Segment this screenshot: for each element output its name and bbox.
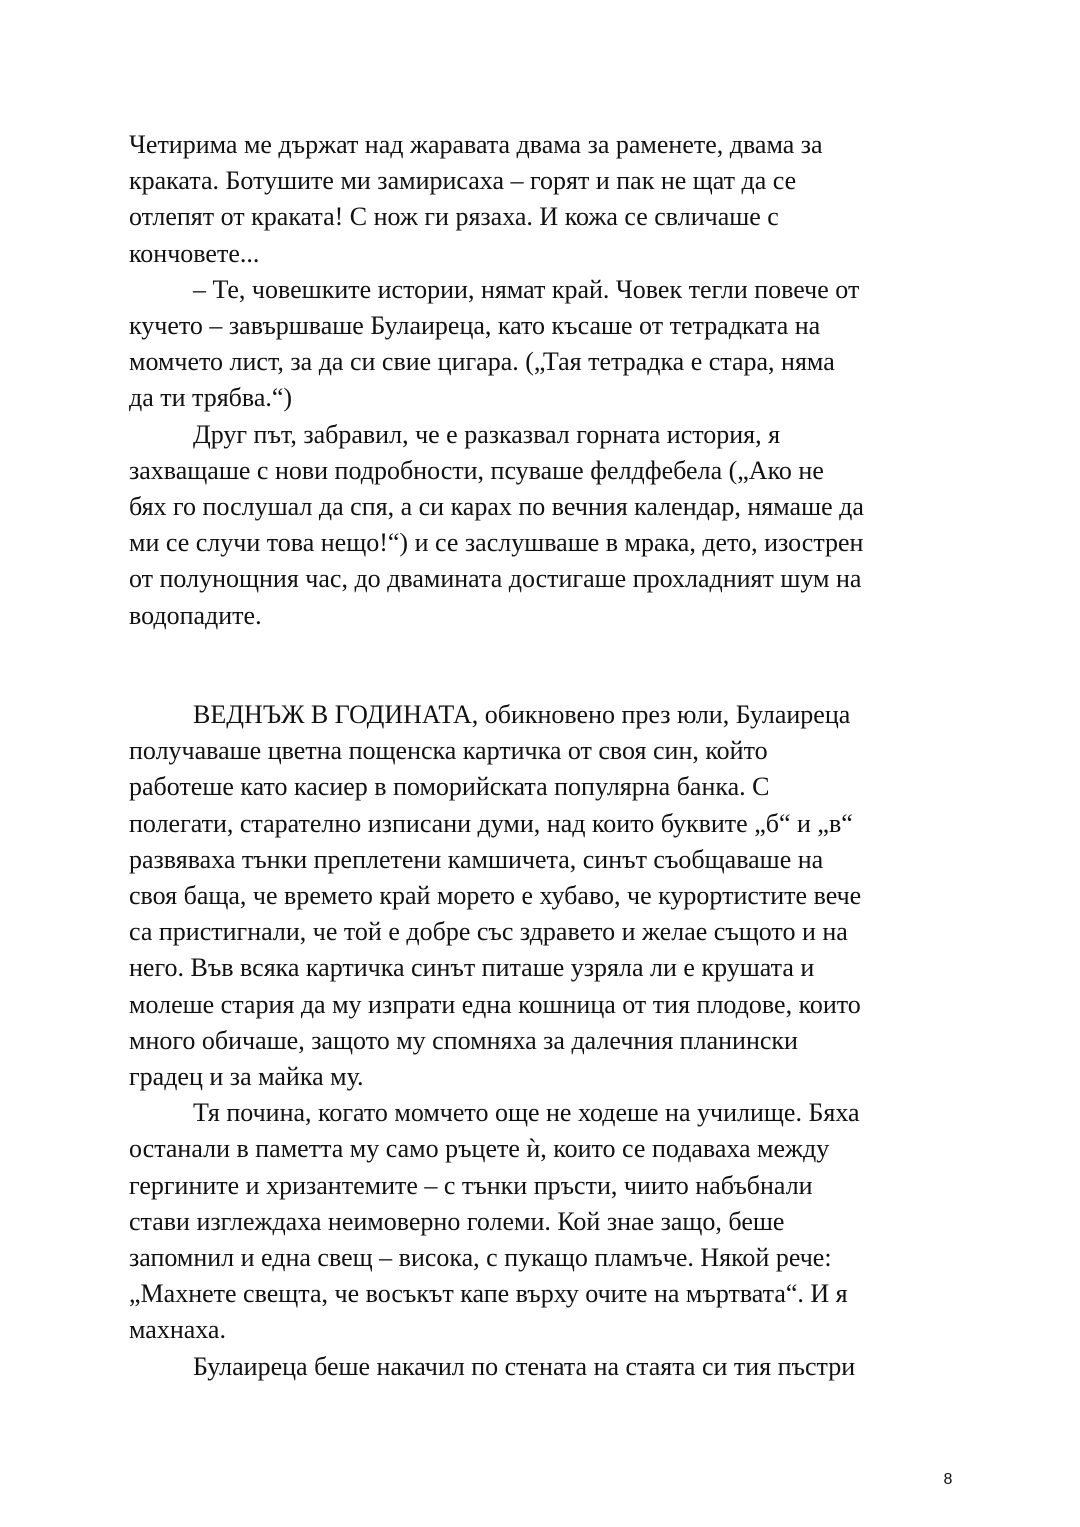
- paragraph: [129, 272, 959, 417]
- text-line: махнаха.: [129, 1315, 226, 1345]
- text-line: отлепят от краката! С нож ги рязаха. И кожа се свличаше с: [129, 202, 779, 232]
- text-line: своя баща, че времето край морето е хубаво, че курортистите вече: [129, 881, 862, 911]
- text-line: развяваха тънки преплетени камшичета, синът съобщаваше на: [129, 844, 824, 874]
- text-line: него. Във всяка картичка синът питаше узряла ли е крушата и: [129, 953, 815, 983]
- text-line: останали в паметта му само ръцете ѝ, които се подаваха между: [129, 1134, 830, 1164]
- text-line: бях го послушал да спя, а си карах по вечния календар, нямаше да: [129, 492, 864, 522]
- text-line: градец и за майка му.: [129, 1062, 364, 1092]
- text-line: – Те, човешките истории, нямат край. Човек тегли повече от: [193, 274, 860, 304]
- text-line: гергините и хризантемите – с тънки пръсти, чиито набъбнали: [129, 1170, 813, 1200]
- text-line: краката. Ботушите ми замирисаха – горят и пак не щат да се: [129, 166, 797, 196]
- text-line: Друг път, забравил, че е разказвал горната история, я: [193, 419, 781, 449]
- text-line: Булаиреца беше накачил по стената на стаята си тия пъстри: [193, 1351, 856, 1381]
- paragraph: [129, 417, 959, 634]
- text-line: момчето лист, за да си свие цигара. („Тая тетрадка е стара, няма: [129, 347, 835, 377]
- text-line: запомнил и една свещ – висока, с пукащо пламъче. Някой рече:: [129, 1243, 832, 1273]
- text-line: от полунощния час, до двамината достигаше прохладният шум на: [129, 564, 862, 594]
- text-line: молеше стария да му изпрати една кошница от тия плодове, които: [129, 989, 861, 1019]
- text-line: полегати, старателно изписани думи, над които буквите „б“ и „в“: [129, 808, 853, 838]
- text-line: много обичаше, защото му спомняха за далечния планински: [129, 1025, 798, 1055]
- paragraph: [129, 697, 959, 1095]
- text-line: кончовете...: [129, 238, 260, 268]
- text-line: ВЕДНЪЖ В ГОДИНАТА, обикновено през юли, Булаиреца: [193, 700, 851, 729]
- text-line: кучето – завършваше Булаиреца, като късаше от тетрадката на: [129, 311, 821, 341]
- paragraph: [129, 127, 959, 272]
- text-line: работеше като касиер в поморийската популярна банка. С: [129, 772, 770, 802]
- text-section-2: [129, 697, 959, 1385]
- text-line: са пристигнали, че той е добре със здравето и желае същото и на: [129, 917, 848, 947]
- text-line: стави изглеждаха неимоверно големи. Кой знае защо, беше: [129, 1206, 785, 1236]
- text-line: ми се случи това нещо!“) и се заслушваше в мрака, дето, изострен: [129, 528, 864, 558]
- page-number: 8: [943, 1471, 953, 1488]
- text-line: водопадите.: [129, 600, 262, 630]
- text-line: Тя почина, когато момчето още не ходеше на училище. Бяха: [193, 1098, 860, 1128]
- text-line: да ти трябва.“): [129, 383, 293, 413]
- text-line: получаваше цветна пощенска картичка от своя син, който: [129, 736, 768, 766]
- text-line: Четирима ме държат над жаравата двама за раменете, двама за: [129, 130, 823, 159]
- text-section-1: [129, 127, 959, 634]
- paragraph: [129, 1095, 959, 1348]
- text-line: „Махнете свещта, че восъкът капе върху очите на мъртвата“. И я: [129, 1279, 848, 1309]
- paragraph: [129, 1349, 959, 1385]
- text-line: захващаше с нови подробности, псуваше фелдфебела („Ако не: [129, 455, 824, 485]
